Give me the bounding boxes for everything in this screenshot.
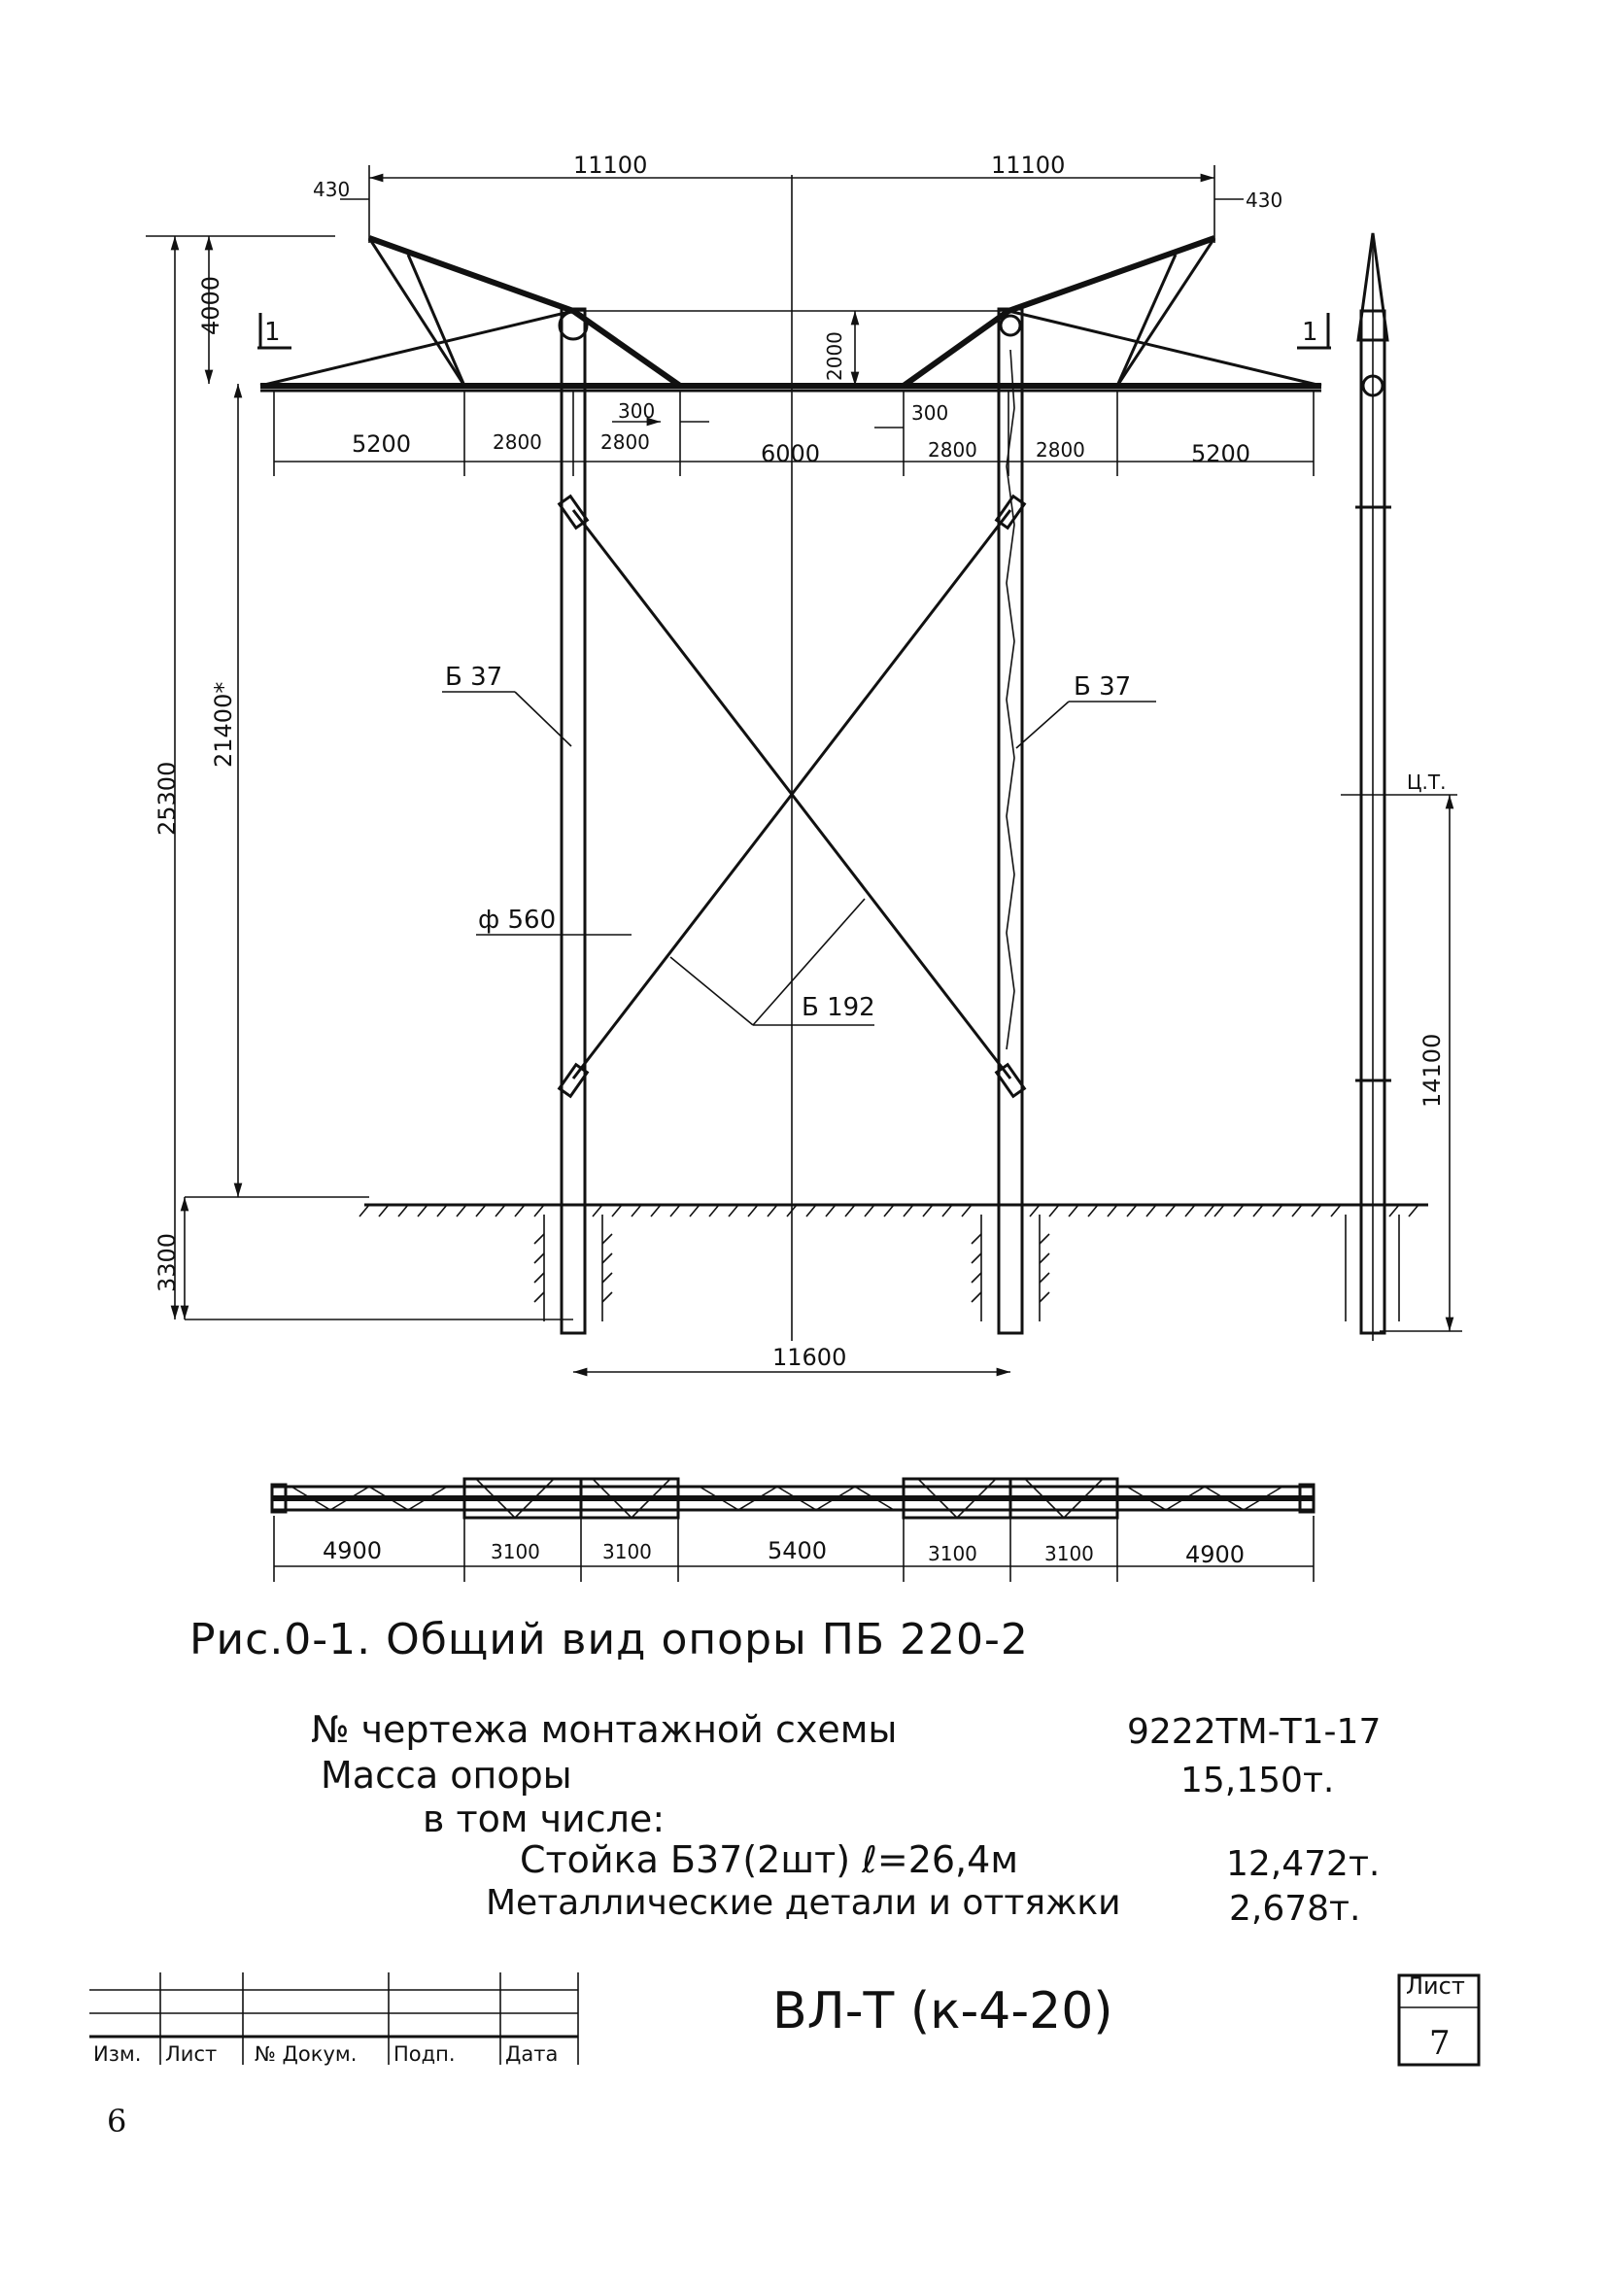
post-mass: 12,472т. bbox=[1226, 1844, 1381, 1884]
left-arm-top-chord bbox=[369, 238, 573, 311]
post-right-seam bbox=[1007, 350, 1014, 1049]
drawing-number-label: № чертежа монтажной схемы bbox=[311, 1708, 898, 1751]
section-label-right: 1 bbox=[1302, 318, 1318, 347]
plan-span-7: 4900 bbox=[1185, 1541, 1246, 1568]
plan-span-1: 4900 bbox=[323, 1537, 383, 1564]
metal-mass: 2,678т. bbox=[1229, 1889, 1361, 1929]
including-label: в том числе: bbox=[423, 1798, 666, 1840]
section-label-left: 1 bbox=[264, 318, 281, 347]
tb-col-dokum: № Докум. bbox=[255, 2042, 358, 2066]
plan-span-2: 3100 bbox=[491, 1540, 540, 1563]
right-arm-diagonal bbox=[1117, 238, 1214, 386]
side-ground-hatch bbox=[1214, 1205, 1418, 1321]
traverse-span-4: 6000 bbox=[761, 440, 821, 467]
dim-11600: 11600 bbox=[772, 1344, 847, 1371]
dim-430-right: 430 bbox=[1246, 188, 1283, 212]
drawing-code: ВЛ-Т (к-4-20) bbox=[772, 1982, 1113, 2040]
traverse-span-7: 5200 bbox=[1191, 440, 1251, 467]
right-head-diag bbox=[904, 311, 1008, 386]
metal-line: Металлические детали и оттяжки bbox=[486, 1883, 1121, 1923]
dim-3300: 3300 bbox=[154, 1232, 181, 1292]
plan-span-3: 3100 bbox=[602, 1540, 652, 1563]
traverse-span-3: 2800 bbox=[600, 430, 650, 454]
ground-hatch bbox=[359, 1205, 1214, 1321]
dim-430-left: 430 bbox=[313, 178, 351, 201]
mass-value: 15,150т. bbox=[1180, 1761, 1335, 1800]
dim-300-left: 300 bbox=[618, 399, 656, 423]
left-arm-diagonal bbox=[369, 238, 464, 386]
traverse-span-1: 5200 bbox=[352, 430, 412, 458]
drawing-number-value: 9222ТМ-Т1-17 bbox=[1127, 1712, 1382, 1752]
post-line: Стойка Б37(2шт) ℓ=26,4м bbox=[520, 1838, 1018, 1881]
post-right bbox=[999, 309, 1022, 1333]
left-arm-strut bbox=[408, 255, 464, 386]
traverse-span-6: 2800 bbox=[1036, 438, 1085, 462]
label-b37-right: Б 37 bbox=[1074, 672, 1132, 702]
dim-11100-left: 11100 bbox=[573, 152, 648, 179]
dim-14100: 14100 bbox=[1418, 1033, 1446, 1108]
right-arm-top-chord bbox=[1008, 238, 1214, 311]
post-right-cap bbox=[1001, 316, 1020, 335]
figure-title: Рис.0-1. Общий вид опоры ПБ 220-2 bbox=[189, 1615, 1029, 1664]
right-arm-tie bbox=[1008, 311, 1321, 386]
dim-2000: 2000 bbox=[823, 331, 846, 381]
page-number: 6 bbox=[107, 2103, 127, 2140]
label-b37-left: Б 37 bbox=[445, 663, 503, 692]
dim-4000: 4000 bbox=[197, 275, 224, 335]
dim-25300: 25300 bbox=[154, 761, 181, 836]
dim-21400: 21400* bbox=[210, 681, 237, 768]
left-arm-tie bbox=[260, 311, 573, 386]
brace-clamp bbox=[997, 1065, 1025, 1097]
label-gravity-center: Ц.Т. bbox=[1407, 771, 1447, 794]
dim-11100-right: 11100 bbox=[991, 152, 1066, 179]
mass-label: Масса опоры bbox=[321, 1754, 572, 1797]
plan-span-4: 5400 bbox=[768, 1537, 828, 1564]
label-d560: ф 560 bbox=[478, 906, 557, 935]
dim-300-right: 300 bbox=[911, 401, 949, 425]
leader-b37-right bbox=[1016, 702, 1069, 748]
label-b192: Б 192 bbox=[802, 993, 875, 1022]
sheet-label: Лист bbox=[1406, 1972, 1465, 2000]
plan-view bbox=[272, 1479, 1314, 1518]
traverse-span-2: 2800 bbox=[493, 430, 542, 454]
tb-col-list: Лист bbox=[165, 2042, 218, 2066]
right-arm-strut bbox=[1117, 255, 1176, 386]
plan-span-6: 3100 bbox=[1044, 1542, 1094, 1565]
tb-col-data: Дата bbox=[505, 2042, 559, 2066]
plan-span-5: 3100 bbox=[928, 1542, 977, 1565]
tb-col-izm: Изм. bbox=[93, 2042, 142, 2066]
left-head-diag bbox=[573, 311, 680, 386]
sheet-number: 7 bbox=[1429, 2024, 1451, 2063]
traverse-span-5: 2800 bbox=[928, 438, 977, 462]
brace-clamp bbox=[560, 1065, 588, 1097]
tb-col-podp: Подп. bbox=[393, 2042, 456, 2066]
post-left-cap bbox=[560, 312, 587, 339]
leader-b192-a bbox=[670, 957, 753, 1025]
